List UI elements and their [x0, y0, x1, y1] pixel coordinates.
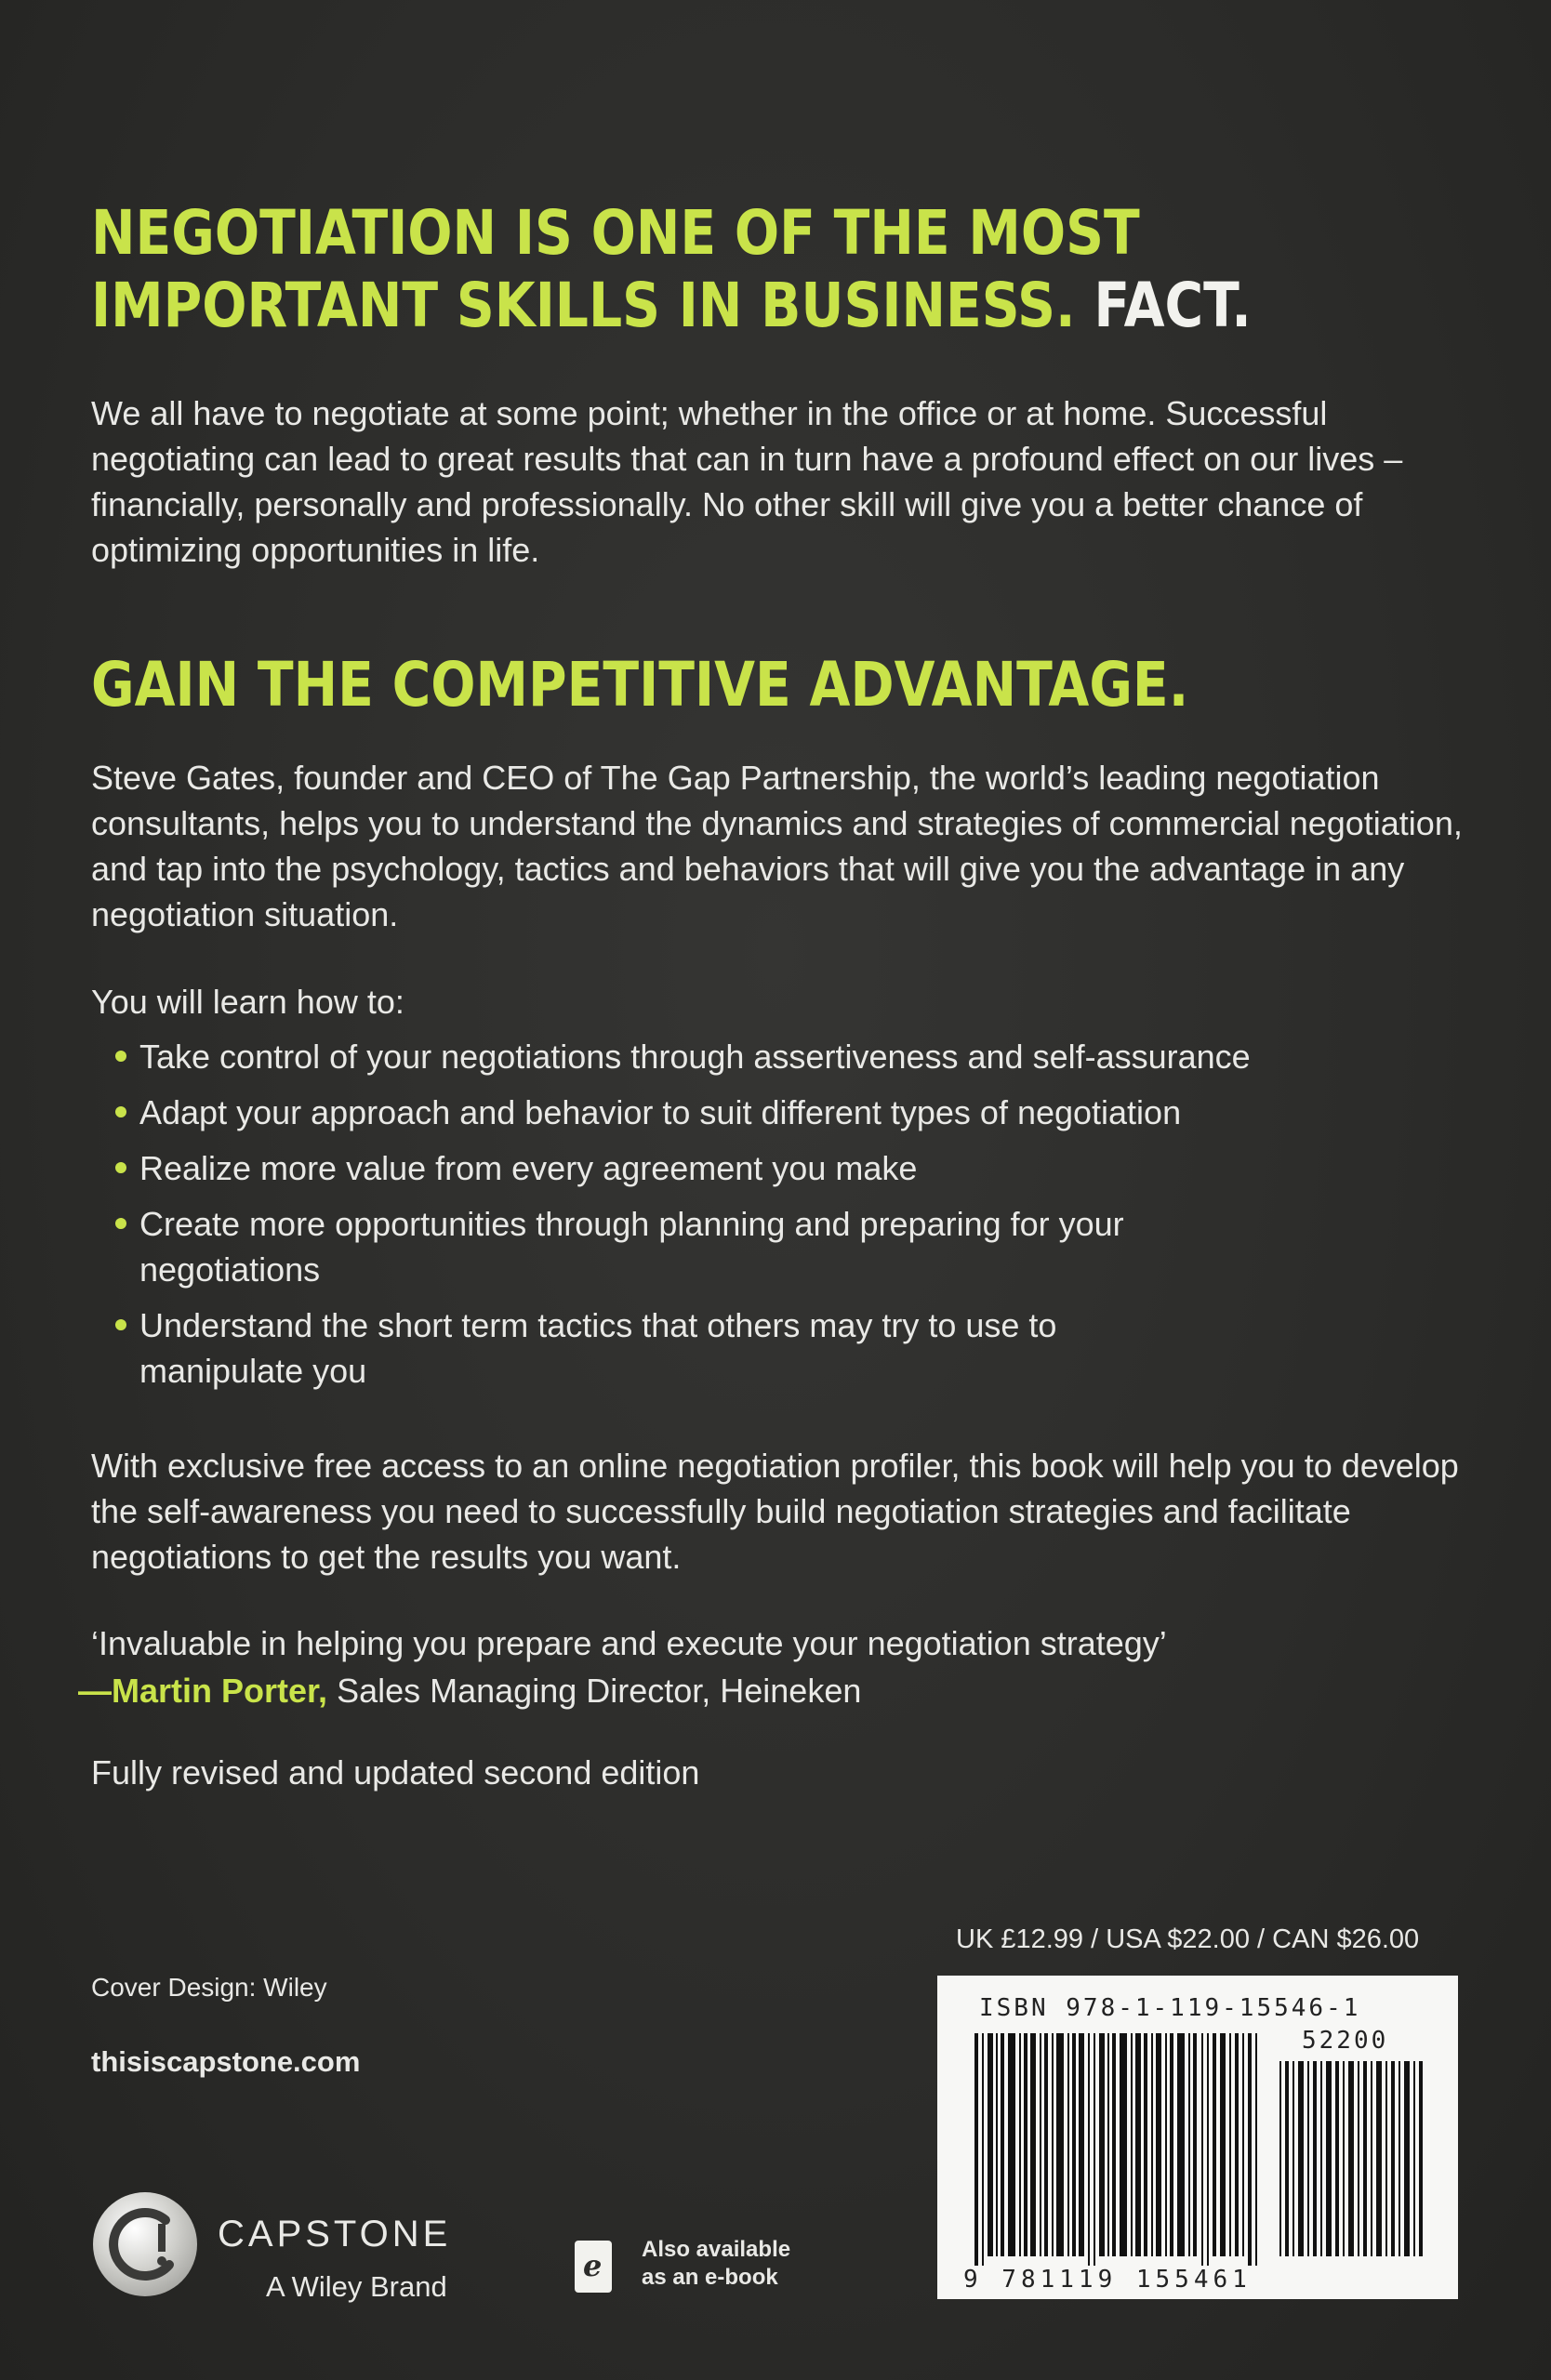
main-headline	[91, 197, 1252, 342]
isbn-number: ISBN 978-1-119-15546-1	[979, 1994, 1361, 2022]
barcode-digits: 9 781119 155461	[963, 2266, 1252, 2294]
quote-author: —Martin Porter,	[78, 1672, 328, 1710]
barcode-icon	[937, 1976, 1458, 2299]
intro-paragraph: We all have to negotiate at some point; whether in the office or at home. Successful negotiating can lead to great results that can in turn have a profound effect on our lives – financially, personally and professionally. No other skill will give you a better chance of optimizing opportunities in life.	[91, 394, 1403, 569]
learn-intro: You will learn how to:	[91, 983, 404, 1021]
website-link[interactable]: thisiscapstone.com	[91, 2045, 361, 2078]
learning-list	[110, 1034, 1412, 1404]
bullet-icon	[115, 1051, 126, 1062]
bullet-icon	[115, 1218, 126, 1229]
publisher-name: CAPSTONE	[218, 2214, 452, 2254]
price-line: UK £12.99 / USA $22.00 / CAN $26.00	[956, 1924, 1420, 1954]
capstone-logo-icon	[93, 2192, 197, 2296]
ebook-icon: e	[575, 2241, 612, 2293]
ebook-note: Also available as an e-book	[642, 2237, 791, 2290]
list-item: Understand the short term tactics that others may try to use to manipulate you	[110, 1302, 1209, 1394]
cover-design-credit: Cover Design: Wiley	[91, 1973, 327, 2002]
publisher-tagline: A Wiley Brand	[266, 2270, 447, 2303]
edition-note: Fully revised and updated second edition	[91, 1753, 700, 1792]
bullet-icon	[115, 1319, 126, 1330]
headline-line-1: NEGOTIATION IS ONE OF THE MOST	[91, 197, 1140, 269]
secondary-headline: GAIN THE COMPETITIVE ADVANTAGE.	[91, 649, 1189, 721]
quote-role: Sales Managing Director, Heineken	[327, 1672, 862, 1710]
bullet-icon	[115, 1106, 126, 1117]
author-paragraph: Steve Gates, founder and CEO of The Gap Partnership, the world’s leading negotiation consultants, helps you to understand the dynamics and strategies of commercial negotiation, and tap into the psychology, tactics and behaviors that will give you the advantage in any negotiation situation.	[91, 759, 1463, 933]
list-item: Create more opportunities through planning and preparing for your negotiations	[110, 1201, 1209, 1292]
list-item: Realize more value from every agreement you make	[110, 1145, 1412, 1191]
list-item: Take control of your negotiations through assertiveness and self-assurance	[110, 1034, 1412, 1079]
barcode-panel	[937, 1976, 1458, 2299]
quote-attribution	[78, 1668, 1454, 1713]
bullet-icon	[115, 1162, 126, 1173]
headline-fact: FACT.	[1075, 270, 1252, 341]
list-item: Adapt your approach and behavior to suit different types of negotiation	[110, 1090, 1412, 1135]
price-code: 52200	[1302, 2027, 1389, 2055]
quote-text: ‘Invaluable in helping you prepare and execute your negotiation strategy’	[91, 1624, 1167, 1662]
profiler-paragraph: With exclusive free access to an online negotiation profiler, this book will help you to develop the self-awareness you need to successfully build negotiation strategies and facilitate negotiations to get the results you want.	[91, 1447, 1459, 1576]
headline-line-2: IMPORTANT SKILLS IN BUSINESS.	[91, 270, 1076, 341]
